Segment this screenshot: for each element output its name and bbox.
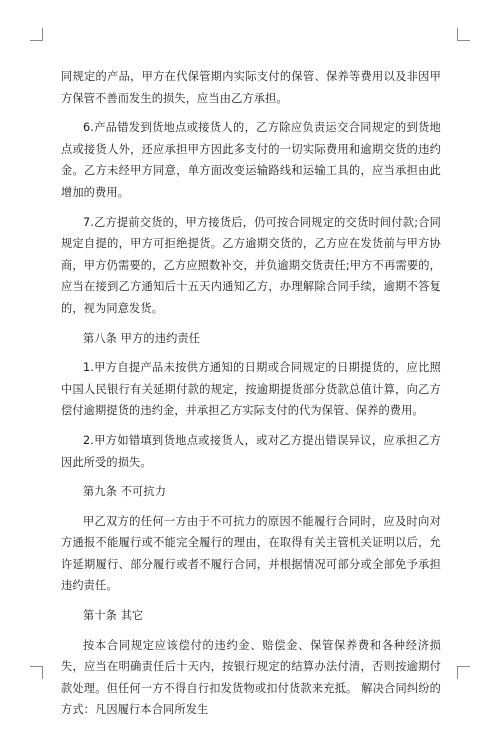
paragraph-article-8-item-2: 2.甲方如错填到货地点或接货人，或对乙方提出错误异议，应承担乙方因此所受的损失。 <box>61 433 441 469</box>
paragraph-continuation: 同规定的产品，甲方在代保管期内实际支付的保管、保养等费用以及非因甲方保管不善而发生的损失，应当由乙方承担。 <box>61 70 441 105</box>
crop-mark-bottom-left <box>30 666 43 679</box>
paragraph-clause-7: 7.乙方提前交货的，甲方接货后，仍可按合同规定的交货时间付款;合同规定自提的，甲方可拒绝提货。乙方逾期交货的，乙方应在发货前与甲方协商，甲方仍需要的，乙方应照数补交，并负逾期交货责任;甲方不再需要的，应当在接到乙方通知后十五天内通知乙方，办理解除合同手续，逾期不答复的，视为同意发货。 <box>61 215 441 315</box>
paragraph-clause-6: 6.产品错发到货地点或接货人的，乙方除应负责运交合同规定的到货地点或接货人外，还应承担甲方因此多支付的一切实际费用和逾期交货的违约金。乙方未经甲方同意，单方面改变运输路线和运输工具的，应当承担由此增加的费用。 <box>61 121 441 199</box>
heading-article-10: 第十条 其它 <box>83 609 144 623</box>
crop-mark-bottom-right <box>457 666 470 679</box>
paragraph-article-10: 按本合同规定应该偿付的违约金、赔偿金、保管保养费和各种经济损失，应当在明确责任后十天内，按银行规定的结算办法付清，否则按逾期付款处理。但任何一方不得自行扣发货物或扣付货款来充抵。 解决合同纠纷的方式：凡因履行本合同所发生 <box>61 638 441 717</box>
heading-article-8: 第八条 甲方的违约责任 <box>83 331 201 345</box>
paragraph-article-8-item-1: 1.甲方自提产品未按供方通知的日期或合同规定的日期提货的，应比照中国人民银行有关延期付款的规定，按逾期提货部分货款总值计算，向乙方偿付逾期提货的违约金，并承担乙方实际支付的代为保管、保养的费用。 <box>61 361 441 418</box>
crop-mark-top-left <box>30 28 43 41</box>
paragraph-article-9: 甲乙双方的任何一方由于不可抗力的原因不能履行合同时，应及时向对方通报不能履行或不能完全履行的理由，在取得有关主管机关证明以后，允许延期履行、部分履行或者不履行合同，并根据情况可部分或全部免予承担违约责任。 <box>61 514 441 593</box>
document-body <box>61 66 441 729</box>
heading-article-9: 第九条 不可抗力 <box>83 485 167 499</box>
crop-mark-top-right <box>457 28 470 41</box>
